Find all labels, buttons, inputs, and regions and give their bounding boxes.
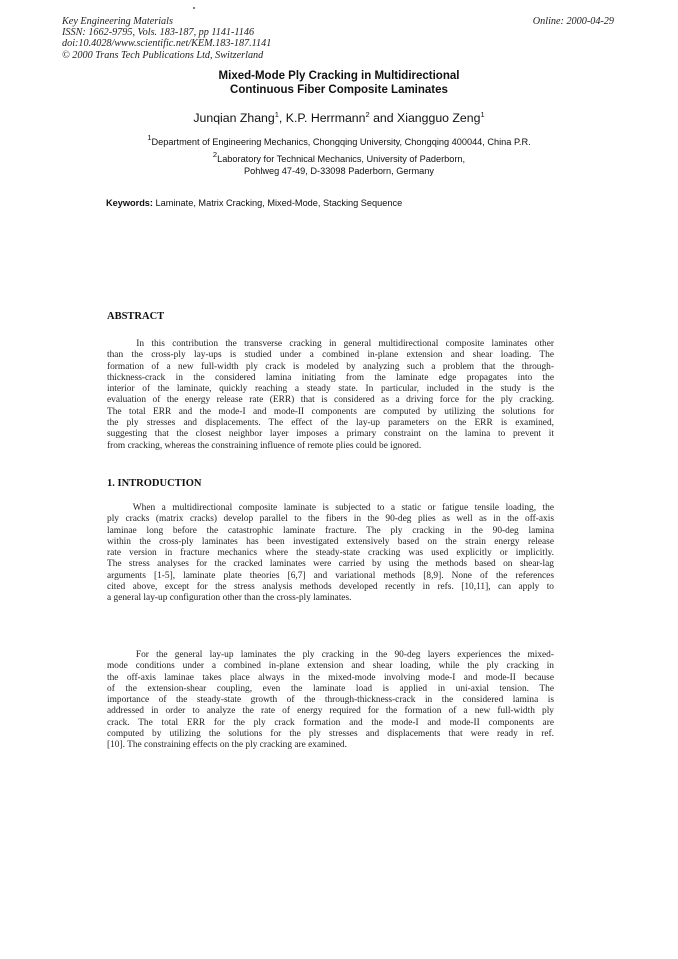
text-line: from cracking, whereas the constraining influence of remote plies could be ignored. bbox=[107, 440, 422, 451]
title-line-1: Mixed-Mode Ply Cracking in Multidirectional bbox=[218, 70, 460, 82]
author-list bbox=[0, 111, 678, 125]
text-line: importance of the steady-state growth of the through-thickness-crack in the considered lamina is bbox=[107, 695, 554, 706]
journal-name: Key Engineering Materials bbox=[62, 16, 173, 27]
author-separator: and bbox=[369, 111, 398, 125]
title-line-2: Continuous Fiber Composite Laminates bbox=[230, 84, 448, 96]
text-line: formation of a new full-width ply crack is modeled by analyzing such a problem that the through- bbox=[107, 361, 554, 372]
text-line: thickness-crack in the considered lamina initiating from the laminate edge propagates into the bbox=[107, 372, 554, 383]
introduction-heading: 1. INTRODUCTION bbox=[107, 478, 202, 489]
copyright-line: © 2000 Trans Tech Publications Ltd, Switzerland bbox=[62, 49, 264, 61]
text-line: a general lay-up configuration other than the cross-ply laminates. bbox=[107, 593, 352, 604]
text-line: the ply stresses and displacements. The effect of the lay-up parameters on the ERR is examined, bbox=[107, 418, 554, 429]
text-line: The total ERR and the mode-I and mode-II components are computed by utilizing the solutions for bbox=[107, 406, 554, 417]
affiliation-2-line-1: Laboratory for Technical Mechanics, University of Paderborn, bbox=[217, 154, 466, 164]
text-line: interior of the laminate, quickly reaching a steady state. In particular, included in the study is the bbox=[107, 384, 554, 395]
affiliation-2-mark: 2 bbox=[212, 150, 218, 159]
online-date: Online: 2000-04-29 bbox=[532, 16, 614, 27]
text-line: In this contribution the transverse cracking in general multidirectional composite laminates other bbox=[107, 339, 554, 349]
affiliation-2-line-2: Pohlweg 47-49, D-33098 Paderborn, Germany bbox=[244, 166, 434, 176]
introduction-paragraph-1 bbox=[107, 503, 554, 605]
author-1: Junqian Zhang bbox=[193, 111, 275, 125]
keywords bbox=[106, 198, 402, 208]
author-separator: , bbox=[278, 111, 286, 125]
text-line: of the extension-shear coupling, even the laminate load is applied in uni-axial tension. The bbox=[107, 683, 554, 694]
paper-title bbox=[0, 69, 678, 97]
text-line: ply cracks (matrix cracks) develop parallel to the fibers in the 90-deg plies as well as in the off-axis bbox=[107, 514, 554, 525]
introduction-paragraph-2 bbox=[107, 650, 554, 752]
abstract-body bbox=[107, 339, 554, 452]
author-2-affiliation: 2 bbox=[365, 110, 370, 119]
text-line: When a multidirectional composite laminate is subjected to a static or fatigue tensile loading, the bbox=[107, 503, 554, 513]
text-line: addressed in order to analyze the rate of energy required for the formation of a new full-width ply bbox=[107, 706, 554, 717]
text-line: [10]. The constraining effects on the ply cracking are examined. bbox=[107, 740, 347, 751]
text-line: The stress analyses for the cracked laminates were carried by using the methods based on shear-lag bbox=[107, 559, 554, 570]
abstract-heading: ABSTRACT bbox=[107, 311, 165, 322]
author-1-affiliation: 1 bbox=[274, 110, 279, 119]
affiliation-1 bbox=[0, 133, 678, 148]
affiliation-1-mark: 1 bbox=[147, 133, 152, 142]
keywords-text: Laminate, Matrix Cracking, Mixed-Mode, Stacking Sequence bbox=[152, 198, 403, 208]
text-line: cited above, except for the stress analysis methods developed recently in refs. [10,11], can apply to bbox=[107, 582, 554, 593]
issn-line: ISSN: 1662-9795, Vols. 183-187, pp 1141-1146 bbox=[62, 27, 255, 39]
text-line: within the cross-ply laminates has been investigated extensively based on the strain energy release bbox=[107, 536, 554, 547]
journal-metadata bbox=[62, 16, 271, 61]
text-line: arguments [1-5], laminate plate theories [6,7] and variational methods [8,9]. None of the references bbox=[107, 570, 554, 581]
affiliation-2 bbox=[0, 150, 678, 177]
text-line: the off-axis laminae takes place always in the mixed-mode involving mode-I and mode-II because bbox=[107, 672, 554, 683]
text-line: than the cross-ply lay-ups is studied under a combined in-plane extension and shear loading. The bbox=[107, 350, 554, 361]
affiliation-1-text: Department of Engineering Mechanics, Chongqing University, Chongqing 400044, China P.R. bbox=[151, 137, 531, 147]
scan-speck bbox=[193, 7, 195, 9]
text-line: rate version in fracture mechanics where the steady-state cracking was used explicitly or implicitly. bbox=[107, 548, 554, 559]
author-3-affiliation: 1 bbox=[480, 110, 485, 119]
keywords-label: Keywords: bbox=[106, 198, 153, 208]
text-line: suggesting that the closest neighbor layer imposes a primary constraint on the lamina to prevent it bbox=[107, 429, 554, 440]
text-line: evaluation of the energy release rate (ERR) that is considered as a driving force for the ply cracking. bbox=[107, 395, 554, 406]
text-line: laminae long before the catastrophic laminate fracture. The ply cracking in the 90-deg lamina bbox=[107, 525, 554, 536]
author-3: Xiangguo Zeng bbox=[397, 111, 481, 125]
text-line: crack. The total ERR for the ply crack formation and the mode-I and mode-II components are bbox=[107, 717, 554, 728]
text-line: computed by utilizing the solutions for the ply stresses and displacements that were ready in ref. bbox=[107, 729, 554, 740]
doi-line: doi:10.4028/www.scientific.net/KEM.183-187.1141 bbox=[62, 38, 272, 50]
text-line: For the general lay-up laminates the ply cracking in the 90-deg layers experiences the mixed- bbox=[107, 650, 554, 660]
text-line: mode conditions under a combined in-plane extension and shear loading, while the ply cracking in bbox=[107, 661, 554, 672]
author-2: K.P. Herrmann bbox=[285, 111, 366, 125]
